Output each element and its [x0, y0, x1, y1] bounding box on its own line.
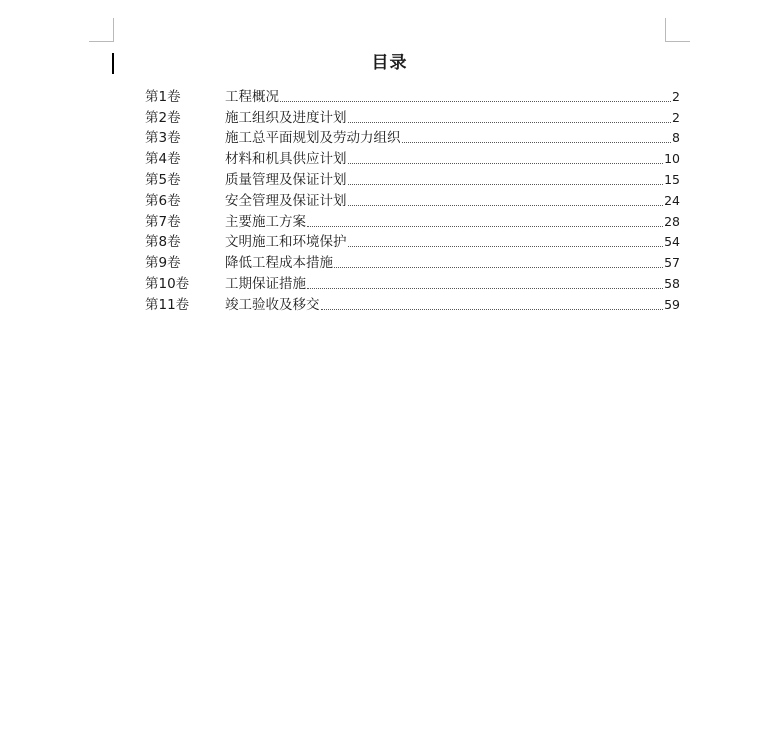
volume-label: 第1卷	[145, 88, 181, 105]
page-number: 2	[672, 109, 680, 125]
entry-title: 文明施工和环境保护	[225, 234, 347, 251]
dot-leader	[280, 100, 671, 102]
page-number: 57	[664, 255, 680, 271]
entry-title: 施工总平面规划及劳动力组织	[225, 130, 401, 147]
entry-title: 降低工程成本措施	[225, 255, 333, 272]
volume-label: 第5卷	[145, 171, 181, 188]
volume-label: 第7卷	[145, 213, 181, 230]
volume-label: 第6卷	[145, 192, 181, 209]
page-number: 24	[664, 192, 680, 208]
volume-label: 第11卷	[145, 296, 190, 313]
dot-leader	[307, 287, 663, 289]
page-number: 59	[664, 296, 680, 312]
page-number: 54	[664, 234, 680, 250]
toc-entry[interactable]	[145, 251, 680, 272]
entry-title: 施工组织及进度计划	[225, 109, 347, 126]
entry-title: 工程概况	[225, 88, 279, 105]
page-number: 10	[664, 151, 680, 167]
page-number: 2	[672, 88, 680, 104]
entry-title: 安全管理及保证计划	[225, 192, 347, 209]
entry-title: 竣工验收及移交	[225, 296, 320, 313]
toc-entry[interactable]	[145, 85, 680, 106]
volume-label: 第10卷	[145, 275, 190, 292]
page-number: 58	[664, 275, 680, 291]
dot-leader	[348, 204, 664, 206]
dot-leader	[402, 141, 672, 143]
dot-leader	[348, 162, 664, 164]
dot-leader	[334, 266, 663, 268]
page-number: 28	[664, 213, 680, 229]
crop-mark-top-left	[113, 18, 114, 42]
toc-entry[interactable]	[145, 210, 680, 231]
toc-entry[interactable]	[145, 106, 680, 127]
volume-label: 第4卷	[145, 151, 181, 168]
page-number: 8	[672, 130, 680, 146]
page-number: 15	[664, 171, 680, 187]
dot-leader	[307, 225, 663, 227]
volume-label: 第9卷	[145, 255, 181, 272]
toc-entry[interactable]	[145, 168, 680, 189]
crop-mark-top-left	[89, 41, 114, 42]
toc-list	[145, 85, 680, 314]
toc-heading[interactable]: 目录	[371, 53, 408, 73]
volume-label: 第8卷	[145, 234, 181, 251]
dot-leader	[348, 245, 664, 247]
dot-leader	[348, 183, 664, 185]
toc-entry[interactable]	[145, 189, 680, 210]
crop-mark-top-right	[665, 41, 690, 42]
toc-entry[interactable]	[145, 293, 680, 314]
dot-leader	[348, 121, 672, 123]
entry-title: 主要施工方案	[225, 213, 306, 230]
volume-label: 第3卷	[145, 130, 181, 147]
entry-title: 质量管理及保证计划	[225, 171, 347, 188]
toc-entry[interactable]	[145, 147, 680, 168]
toc-entry[interactable]	[145, 127, 680, 148]
entry-title: 工期保证措施	[225, 275, 306, 292]
entry-title: 材料和机具供应计划	[225, 151, 347, 168]
volume-label: 第2卷	[145, 109, 181, 126]
dot-leader	[321, 308, 664, 310]
crop-mark-top-right	[665, 18, 666, 42]
toc-entry[interactable]	[145, 272, 680, 293]
toc-entry[interactable]	[145, 231, 680, 252]
